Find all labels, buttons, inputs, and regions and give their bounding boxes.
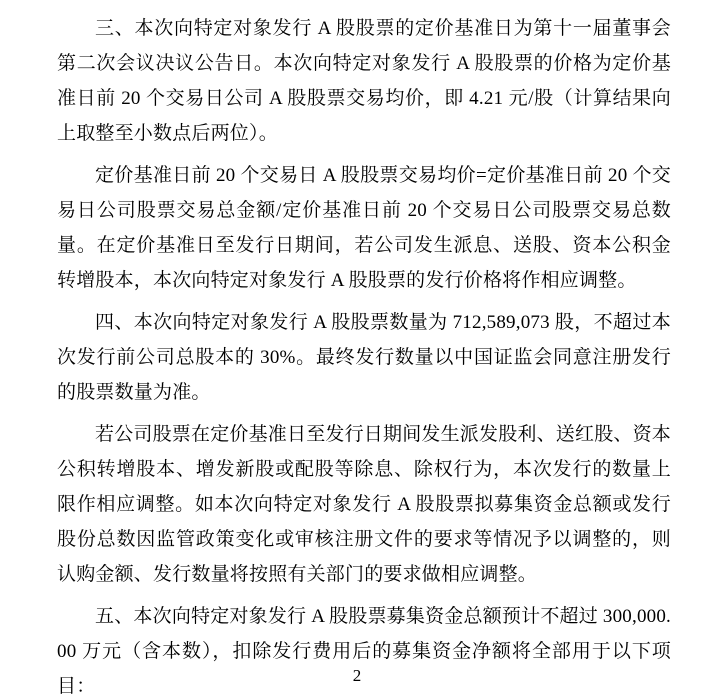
para-average-price-formula: 定价基准日前 20 个交易日 A 股股票交易均价=定价基准日前 20 个交易日公司股票交易总金额/定价基准日前 20 个交易日公司股票交易总数量。在定价基准日至发行日期间，若公司发生派息、送股、资本公积金转增股本，本次向特定对象发行 A 股股票的发行价格将作相应调整。	[57, 165, 671, 291]
para-share-quantity: 四、本次向特定对象发行 A 股股票数量为 712,589,073 股，不超过本次发行前公司总股本的 30%。最终发行数量以中国证监会同意注册发行的股票数量为准。	[57, 312, 671, 403]
page-number: 2	[352, 666, 362, 685]
para-fundraising-total: 五、本次向特定对象发行 A 股股票募集资金总额预计不超过 300,000.00 万元（含本数），扣除发行费用后的募集资金净额将全部用于以下项目：	[57, 606, 671, 696]
para-pricing-base-date: 三、本次向特定对象发行 A 股股票的定价基准日为第十一届董事会第二次会议决议公告日。本次向特定对象发行 A 股股票的价格为定价基准日前 20 个交易日公司 A 股股票交易均价，即 4.21 元/股（计算结果向上取整至小数点后两位）。	[57, 18, 671, 144]
document-content	[57, 11, 671, 696]
para-quantity-adjustment: 若公司股票在定价基准日至发行日期间发生派发股利、送红股、资本公积转增股本、增发新股或配股等除息、除权行为，本次发行的数量上限作相应调整。如本次向特定对象发行 A 股股票拟募集资金总额或发行股份总数因监管政策变化或审核注册文件的要求等情况予以调整的，则认购金额、发行数量将按照有关部门的要求做相应调整。	[57, 424, 672, 585]
